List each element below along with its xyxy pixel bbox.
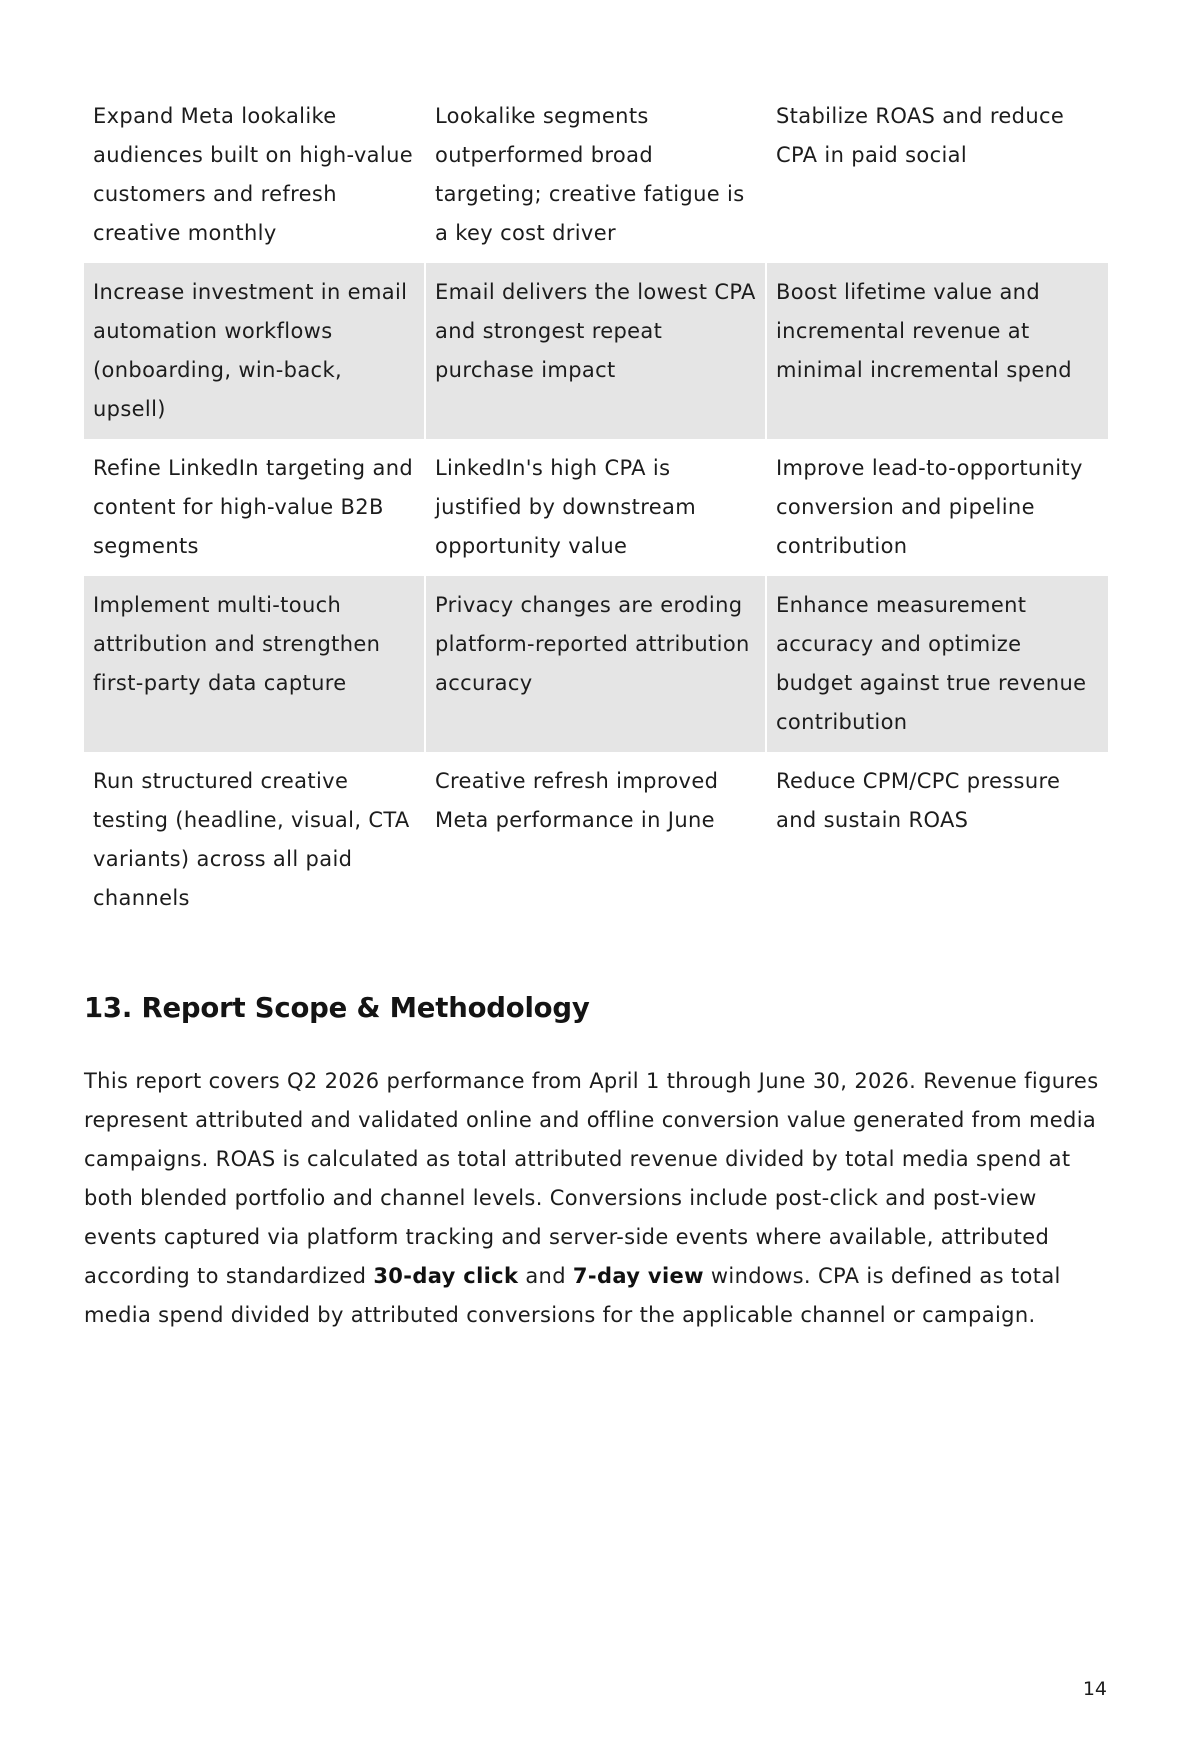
bold-term: 7-day view (572, 1264, 704, 1288)
recommendations-table (84, 87, 1108, 930)
table-row (84, 752, 1108, 930)
page-number: 14 (1082, 1678, 1107, 1700)
action-cell: Refine LinkedIn targeting and content for high-value B2B segments (93, 456, 414, 558)
bold-term: 30-day click (373, 1264, 519, 1288)
rationale-cell: Lookalike segments outperformed broad targeting; creative fatigue is a key cost driver (425, 87, 766, 263)
table-row (84, 263, 1108, 439)
action-cell: Implement multi-touch attribution and strengthen first-party data capture (84, 576, 425, 752)
paragraph-text: windows. CPA is defined as total media spend divided by attributed conversions for the applicable channel or campaign. (84, 1264, 1061, 1327)
outcome-cell: Reduce CPM/CPC pressure and sustain ROAS (766, 752, 1108, 930)
rationale-cell: Email delivers the lowest CPA and strongest repeat purchase impact (425, 263, 766, 439)
outcome-cell: Enhance measurement accuracy and optimize budget against true revenue contribution (766, 576, 1108, 752)
action-cell: Expand Meta lookalike audiences built on high-value customers and refresh creative monthly (93, 104, 414, 245)
table-row (84, 439, 1108, 576)
paragraph-text: and (518, 1264, 573, 1288)
methodology-paragraph (84, 1062, 1108, 1335)
action-cell: Increase investment in email automation workflows (onboarding, win-back, upsell) (84, 263, 425, 439)
table-row (84, 576, 1108, 752)
rationale-cell: Creative refresh improved Meta performance in June (425, 752, 766, 930)
action-cell: Run structured creative testing (headline, visual, CTA variants) across all paid channels (93, 769, 410, 910)
paragraph-text: This report covers Q2 2026 performance from April 1 through June 30, 2026. Revenue figures represent attributed and validated online and offline conversion value generated from media campaigns. ROAS is calculated as total attributed revenue divided by total media spend at both blended portfolio and channel levels. Conversions include post-click and post-view events captured via platform tracking and server-side events where available, attributed according to standardized (84, 1069, 1099, 1288)
document-page (84, 87, 1108, 1335)
outcome-cell: Stabilize ROAS and reduce CPA in paid social (766, 87, 1108, 263)
section-heading: 13. Report Scope & Methodology (84, 992, 590, 1024)
outcome-cell: Boost lifetime value and incremental revenue at minimal incremental spend (766, 263, 1108, 439)
outcome-cell: Improve lead-to-opportunity conversion and pipeline contribution (766, 439, 1108, 576)
rationale-cell: Privacy changes are eroding platform-reported attribution accuracy (425, 576, 766, 752)
table-row (84, 87, 1108, 263)
rationale-cell: LinkedIn's high CPA is justified by downstream opportunity value (425, 439, 766, 576)
